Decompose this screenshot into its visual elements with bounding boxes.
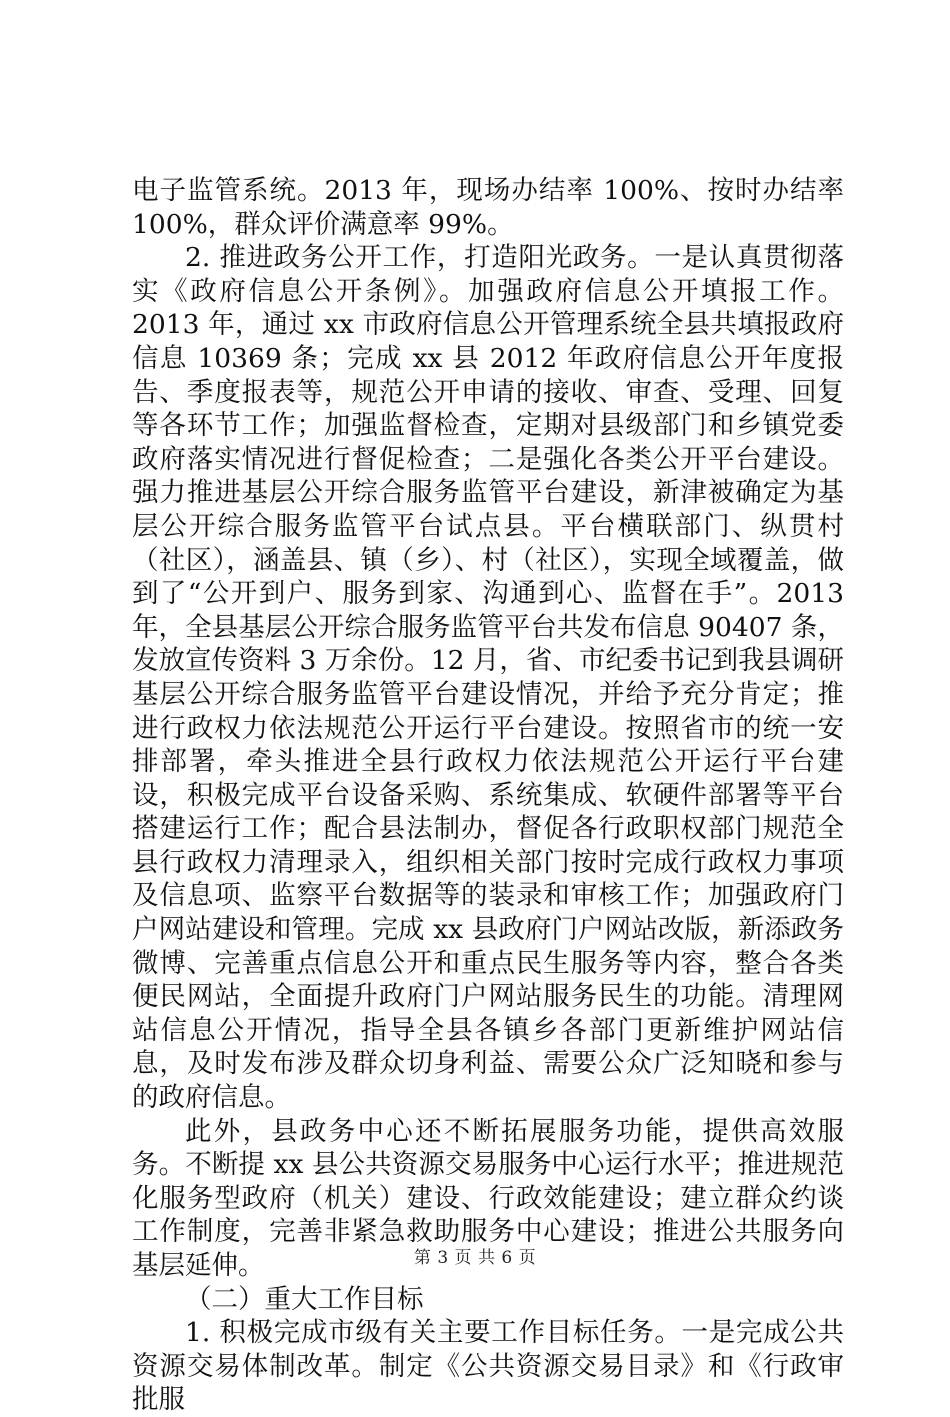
paragraph-city-level-tasks: 1. 积极完成市级有关主要工作目标任务。一是完成公共资源交易体制改革。制定《公共资源交易目录》和《行政审批服 [132,1317,844,1416]
paragraph-continuation: 电子监管系统。2013 年，现场办结率 100%、按时办结率 100%，群众评价满意率 99%。 [132,175,844,240]
paragraph-service-functions: 此外，县政务中心还不断拓展服务功能，提供高效服务。不断提 xx 县公共资源交易服务中心运行水平；推进规范化服务型政府（机关）建设、行政效能建设；建立群众约谈工作制度，完善非紧急救助服务中心建设；推进公共服务向基层延伸。 [132,1115,844,1281]
page-number-footer: 第 3 页 共 6 页 [413,1248,537,1268]
section-heading-major-goals: （二）重大工作目标 [185,1283,424,1315]
document-body [132,174,844,1417]
paragraph-government-affairs-openness: 2. 推进政务公开工作，打造阳光政务。一是认真贯彻落实《政府信息公开条例》。加强政府信息公开填报工作。2013 年，通过 xx 市政府信息公开管理系统全县共填报政府信息 10369 条；完成 xx 县 2012 年政府信息公开年度报告、季度报表等，规范公开申请的接收、审查、受理、回复等各环节工作；加强监督检查，定期对县级部门和乡镇党委政府落实情况进行督促检查；二是强化各类公开平台建设。强力推进基层公开综合服务监管平台建设，新津被确定为基层公开综合服务监管平台试点县。平台横联部门、纵贯村（社区），涵盖县、镇（乡）、村（社区），实现全域覆盖，做到了“公开到户、服务到家、沟通到心、监督在手”。2013 年，全县基层公开综合服务监管平台共发布信息 90407 条，发放宣传资料 3 万余份。12 月，省、市纪委书记到我县调研基层公开综合服务监管平台建设情况，并给予充分肯定；推进行政权力依法规范公开运行平台建设。按照省市的统一安排部署，牵头推进全县行政权力依法规范公开运行平台建设，积极完成平台设备采购、系统集成、软硬件部署等平台搭建运行工作；配合县法制办，督促各行政职权部门规范全县行政权力清理录入，组织相关部门按时完成行政权力事项及信息项、监察平台数据等的装录和审核工作；加强政府门户网站建设和管理。完成 xx 县政府门户网站改版，新添政务微博、完善重点信息公开和重点民生服务等内容，整合各类便民网站，全面提升政府门户网站服务民生的功能。清理网站信息公开情况，指导全县各镇乡各部门更新维护网站信息，及时发布涉及群众切身利益、需要公众广泛知晓和参与的政府信息。 [132,242,844,1114]
